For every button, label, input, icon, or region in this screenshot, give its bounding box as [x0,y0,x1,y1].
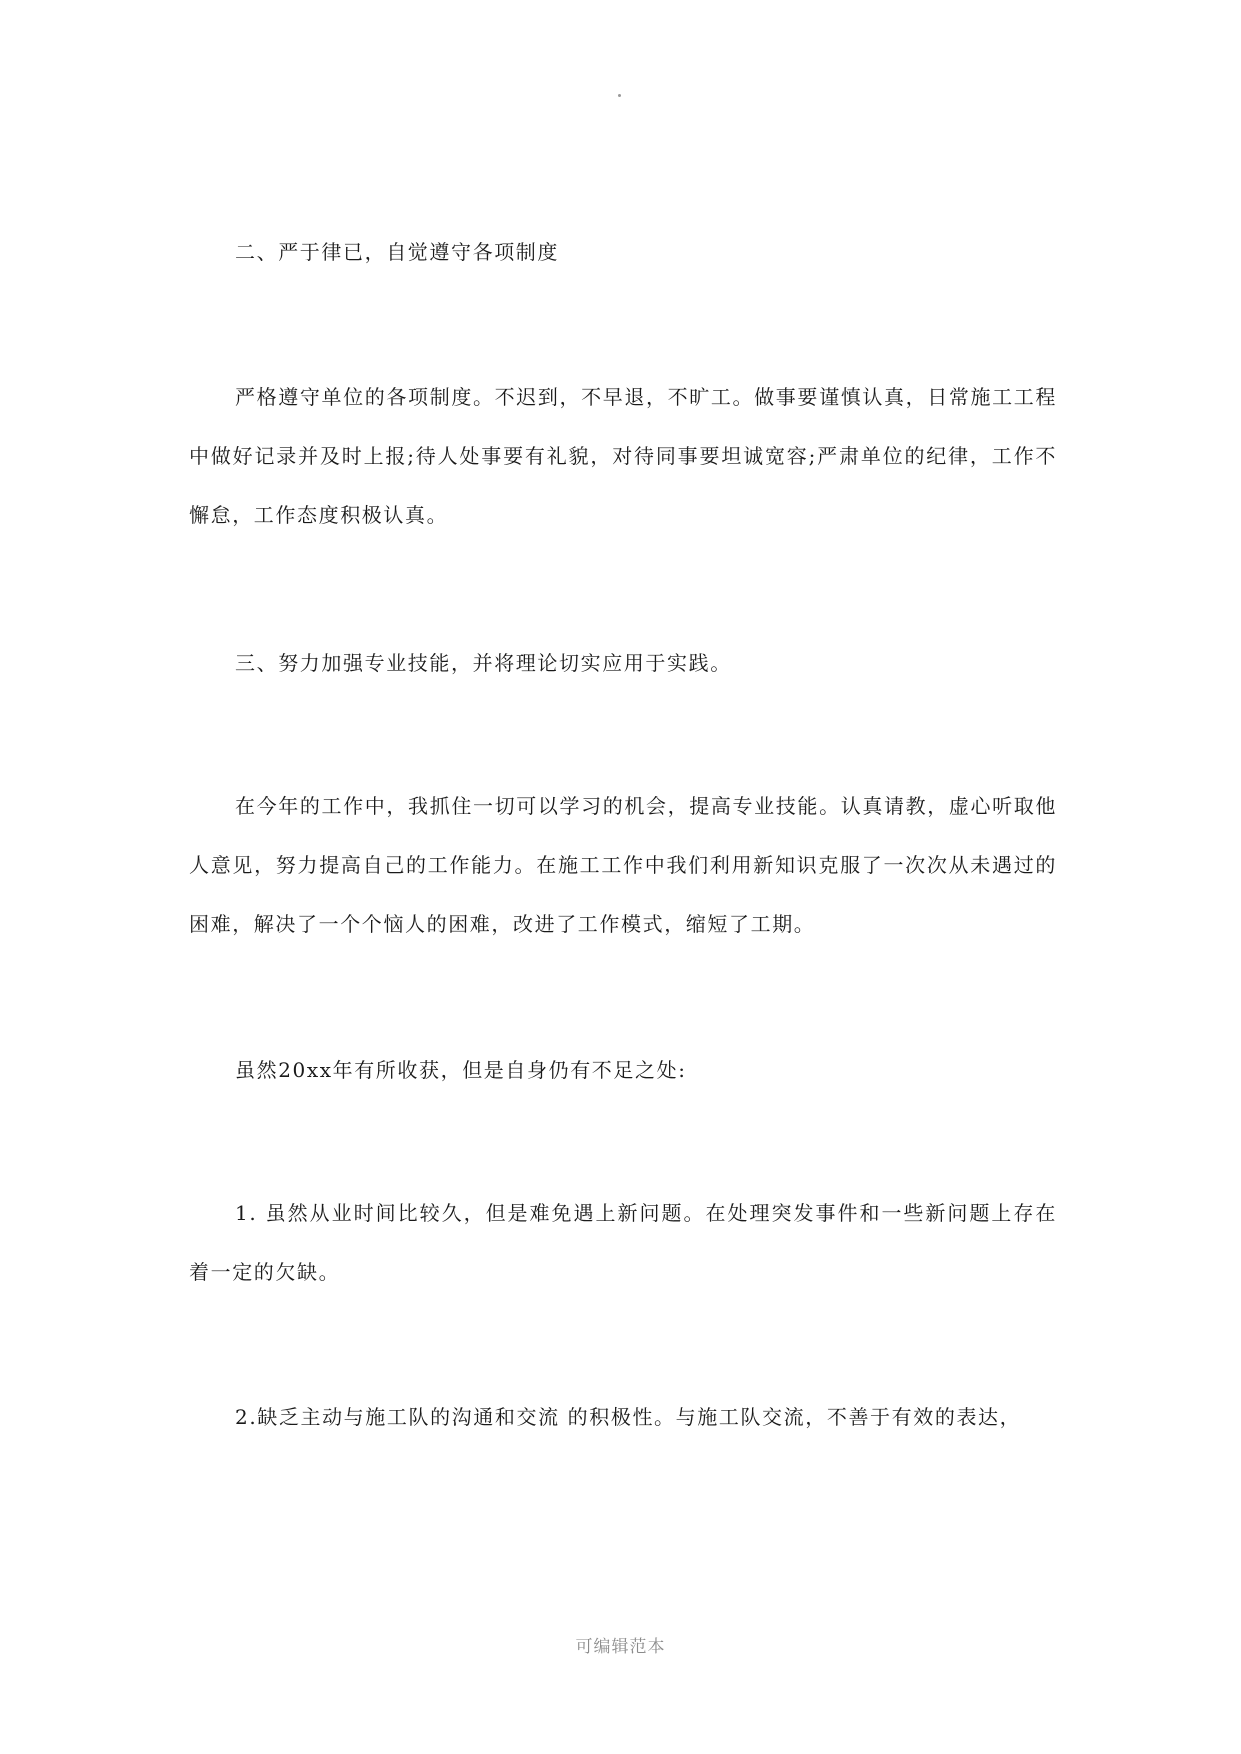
page-footer: 可编辑范本 [575,1637,666,1657]
paragraph-skills: 在今年的工作中，我抓住一切可以学习的机会，提高专业技能。认真请教，虚心听取他人意见，努力提高自己的工作能力。在施工工作中我们利用新知识克服了一次次从未遇过的困难，解决了一个个恼人的困难，改进了工作模式，缩短了工期。 [189,794,1057,936]
paragraph-shortcomings-intro: 虽然20xx年有所收获，但是自身仍有不足之处: [235,1058,687,1082]
paragraph-discipline: 严格遵守单位的各项制度。不迟到，不早退，不旷工。做事要谨慎认真，日常施工工程中做好记录并及时上报;待人处事要有礼貌，对待同事要坦诚宽容;严肃单位的纪律，工作不懈怠，工作态度积极认真。 [189,385,1057,527]
list-item-two: 2.缺乏主动与施工队的沟通和交流 的积极性。与施工队交流，不善于有效的表达， [235,1405,1022,1429]
section-heading-two: 二、严于律已，自觉遵守各项制度 [235,240,559,264]
header-mark [618,94,621,97]
section-heading-three: 三、努力加强专业技能，并将理论切实应用于实践。 [235,651,732,675]
list-item-one: 1. 虽然从业时间比较久，但是难免遇上新问题。在处理突发事件和一些新问题上存在着一定的欠缺。 [189,1201,1057,1284]
